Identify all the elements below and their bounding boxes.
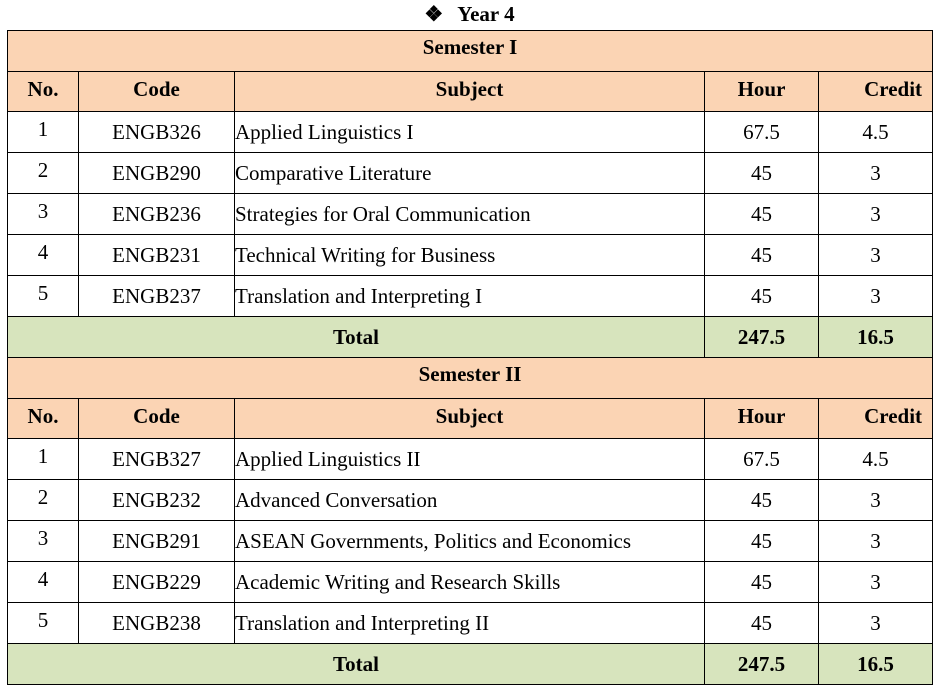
- table-row: [8, 480, 933, 521]
- course-credit: 3: [819, 153, 933, 194]
- course-credit: 3: [819, 235, 933, 276]
- row-number: [8, 603, 79, 644]
- curriculum-table-body: [8, 31, 933, 685]
- header-hour: Hour: [705, 72, 819, 112]
- row-number-text: 3: [37, 526, 49, 550]
- row-number: [8, 276, 79, 317]
- year-title-text: Year 4: [457, 2, 515, 26]
- total-credit: 16.5: [819, 644, 933, 685]
- course-subject: Advanced Conversation: [235, 480, 705, 521]
- course-hour: 45: [705, 521, 819, 562]
- header-credit: Credit: [819, 399, 933, 439]
- course-subject: Academic Writing and Research Skills: [235, 562, 705, 603]
- row-number-text: 4: [37, 567, 49, 591]
- row-number: [8, 439, 79, 480]
- course-subject: Translation and Interpreting II: [235, 603, 705, 644]
- header-subject: Subject: [235, 399, 705, 439]
- row-number: [8, 562, 79, 603]
- table-row: [8, 276, 933, 317]
- header-no: No.: [8, 72, 79, 112]
- diamond-bullet-icon: ❖: [424, 2, 444, 26]
- row-number: [8, 194, 79, 235]
- course-subject: Applied Linguistics I: [235, 112, 705, 153]
- course-credit: 3: [819, 276, 933, 317]
- column-header-row: [8, 72, 933, 112]
- header-no: No.: [8, 399, 79, 439]
- row-number-text: 2: [37, 485, 49, 509]
- header-subject: Subject: [235, 72, 705, 112]
- course-code: ENGB238: [79, 603, 235, 644]
- course-code: ENGB229: [79, 562, 235, 603]
- table-row: [8, 112, 933, 153]
- row-number-text: 2: [37, 158, 49, 182]
- course-hour: 67.5: [705, 112, 819, 153]
- course-credit: 4.5: [819, 439, 933, 480]
- course-code: ENGB291: [79, 521, 235, 562]
- semester-title: Semester I: [8, 31, 933, 72]
- total-row: [8, 317, 933, 358]
- header-hour: Hour: [705, 399, 819, 439]
- row-number: [8, 480, 79, 521]
- year-title: [0, 0, 939, 28]
- course-credit: 3: [819, 480, 933, 521]
- table-row: [8, 603, 933, 644]
- table-row: [8, 194, 933, 235]
- course-hour: 45: [705, 276, 819, 317]
- course-code: ENGB236: [79, 194, 235, 235]
- course-subject: Translation and Interpreting I: [235, 276, 705, 317]
- course-subject: ASEAN Governments, Politics and Economics: [235, 521, 705, 562]
- header-code: Code: [79, 399, 235, 439]
- row-number: [8, 153, 79, 194]
- course-subject: Applied Linguistics II: [235, 439, 705, 480]
- row-number: [8, 521, 79, 562]
- course-code: ENGB231: [79, 235, 235, 276]
- course-hour: 45: [705, 603, 819, 644]
- total-hour: 247.5: [705, 644, 819, 685]
- course-code: ENGB290: [79, 153, 235, 194]
- header-code: Code: [79, 72, 235, 112]
- row-number-text: 3: [37, 199, 49, 223]
- course-credit: 3: [819, 603, 933, 644]
- table-row: [8, 439, 933, 480]
- semester-heading-row: [8, 358, 933, 399]
- table-row: [8, 521, 933, 562]
- course-credit: 3: [819, 521, 933, 562]
- course-credit: 4.5: [819, 112, 933, 153]
- course-code: ENGB232: [79, 480, 235, 521]
- total-row: [8, 644, 933, 685]
- course-hour: 45: [705, 562, 819, 603]
- semester-title: Semester II: [8, 358, 933, 399]
- course-code: ENGB326: [79, 112, 235, 153]
- table-row: [8, 235, 933, 276]
- course-code: ENGB237: [79, 276, 235, 317]
- table-row: [8, 562, 933, 603]
- column-header-row: [8, 399, 933, 439]
- row-number-text: 1: [37, 117, 49, 141]
- row-number-text: 1: [37, 444, 49, 468]
- header-credit: Credit: [819, 72, 933, 112]
- course-credit: 3: [819, 562, 933, 603]
- course-subject: Technical Writing for Business: [235, 235, 705, 276]
- row-number: [8, 235, 79, 276]
- course-subject: Strategies for Oral Communication: [235, 194, 705, 235]
- row-number-text: 5: [37, 608, 49, 632]
- semester-heading-row: [8, 31, 933, 72]
- row-number-text: 4: [37, 240, 49, 264]
- table-row: [8, 153, 933, 194]
- row-number: [8, 112, 79, 153]
- row-number-text: 5: [37, 281, 49, 305]
- course-credit: 3: [819, 194, 933, 235]
- course-hour: 45: [705, 480, 819, 521]
- course-hour: 45: [705, 235, 819, 276]
- course-hour: 45: [705, 194, 819, 235]
- course-code: ENGB327: [79, 439, 235, 480]
- course-subject: Comparative Literature: [235, 153, 705, 194]
- total-label: Total: [8, 644, 705, 685]
- total-label: Total: [8, 317, 705, 358]
- course-hour: 67.5: [705, 439, 819, 480]
- curriculum-table: [7, 30, 933, 685]
- total-credit: 16.5: [819, 317, 933, 358]
- course-hour: 45: [705, 153, 819, 194]
- total-hour: 247.5: [705, 317, 819, 358]
